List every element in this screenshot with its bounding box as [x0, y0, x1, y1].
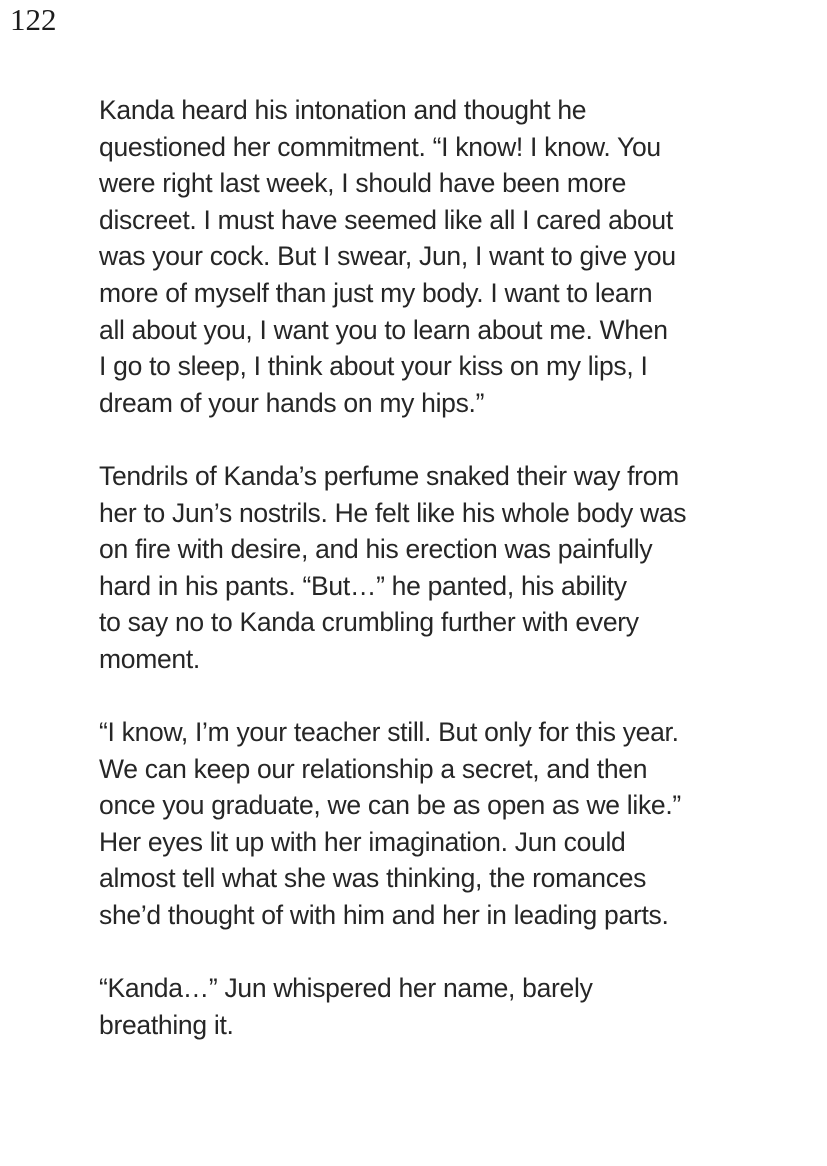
- text-line: We can keep our relationship a secret, and then: [99, 753, 648, 784]
- text-line: discreet. I must have seemed like all I cared about: [99, 204, 673, 235]
- text-line: she’d thought of with him and her in leading parts.: [99, 900, 669, 931]
- text-line: questioned her commitment. “I know! I know. You: [99, 131, 661, 162]
- paragraph: [99, 970, 779, 1043]
- text-line: “Kanda…” Jun whispered her name, barely: [99, 973, 593, 1004]
- text-line: dream of your hands on my hips.”: [99, 387, 485, 418]
- text-line: Tendrils of Kanda’s perfume snaked their way from: [99, 460, 679, 491]
- text-line: hard in his pants. “But…” he panted, his ability: [99, 570, 627, 601]
- text-line: her to Jun’s nostrils. He felt like his whole body was: [99, 497, 687, 528]
- text-line: was your cock. But I swear, Jun, I want to give you: [99, 241, 676, 272]
- text-line: Her eyes lit up with her imagination. Jun could: [99, 826, 626, 857]
- paragraph: [99, 458, 779, 678]
- text-line: on fire with desire, and his erection was painfully: [99, 534, 653, 565]
- paragraph: [99, 714, 779, 934]
- text-line: I go to sleep, I think about your kiss on my lips, I: [99, 351, 648, 382]
- paragraph: [99, 92, 779, 421]
- text-line: Kanda heard his intonation and thought he: [99, 95, 587, 125]
- page-number: 122: [10, 2, 57, 37]
- text-line: breathing it.: [99, 1009, 234, 1040]
- text-line: once you graduate, we can be as open as we like.”: [99, 790, 681, 821]
- text-line: more of myself than just my body. I want to learn: [99, 277, 653, 308]
- text-line: to say no to Kanda crumbling further with every: [99, 607, 639, 638]
- body-text-container: [99, 92, 779, 1080]
- text-line: were right last week, I should have been more: [99, 168, 627, 199]
- text-line: all about you, I want you to learn about me. When: [99, 314, 668, 345]
- text-line: “I know, I’m your teacher still. But only for this year.: [99, 717, 679, 748]
- text-line: almost tell what she was thinking, the romances: [99, 863, 647, 894]
- text-line: moment.: [99, 643, 200, 674]
